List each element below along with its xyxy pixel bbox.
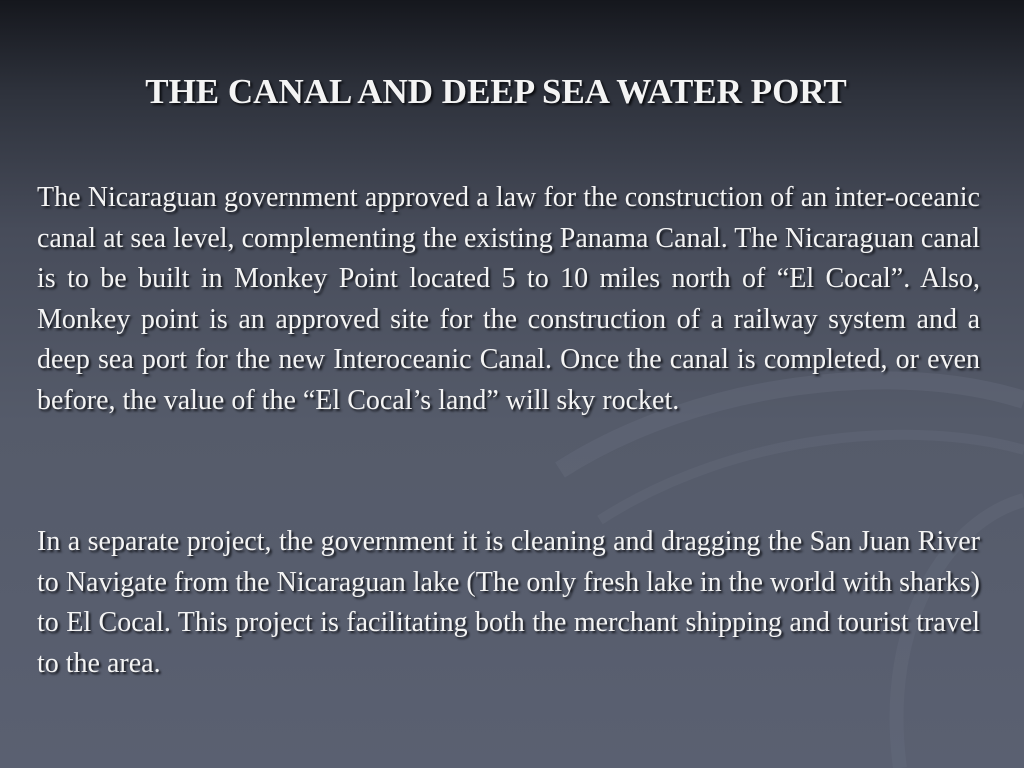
slide-title: THE CANAL AND DEEP SEA WATER PORT <box>145 72 847 111</box>
paragraph-san-juan-river: In a separate project, the government it is cleaning and dragging the San Juan River to Navigate from the Nicaraguan lake (The only fresh lake in the world with sharks) to El Cocal. This project is facilitating both the merchant shipping and tourist travel to the area. <box>37 526 980 679</box>
paragraph-canal: The Nicaraguan government approved a law for the construction of an inter-oceanic canal at sea level, complementing the existing Panama Canal. The Nicaraguan canal is to be built in Monkey Point located 5 to 10 miles north of “El Cocal”. Also, Monkey point is an approved site for the construction of a railway system and a deep sea port for the new Interoceanic Canal. Once the canal is completed, or even before, the value of the “El Cocal’s land” will sky rocket. <box>37 182 980 416</box>
